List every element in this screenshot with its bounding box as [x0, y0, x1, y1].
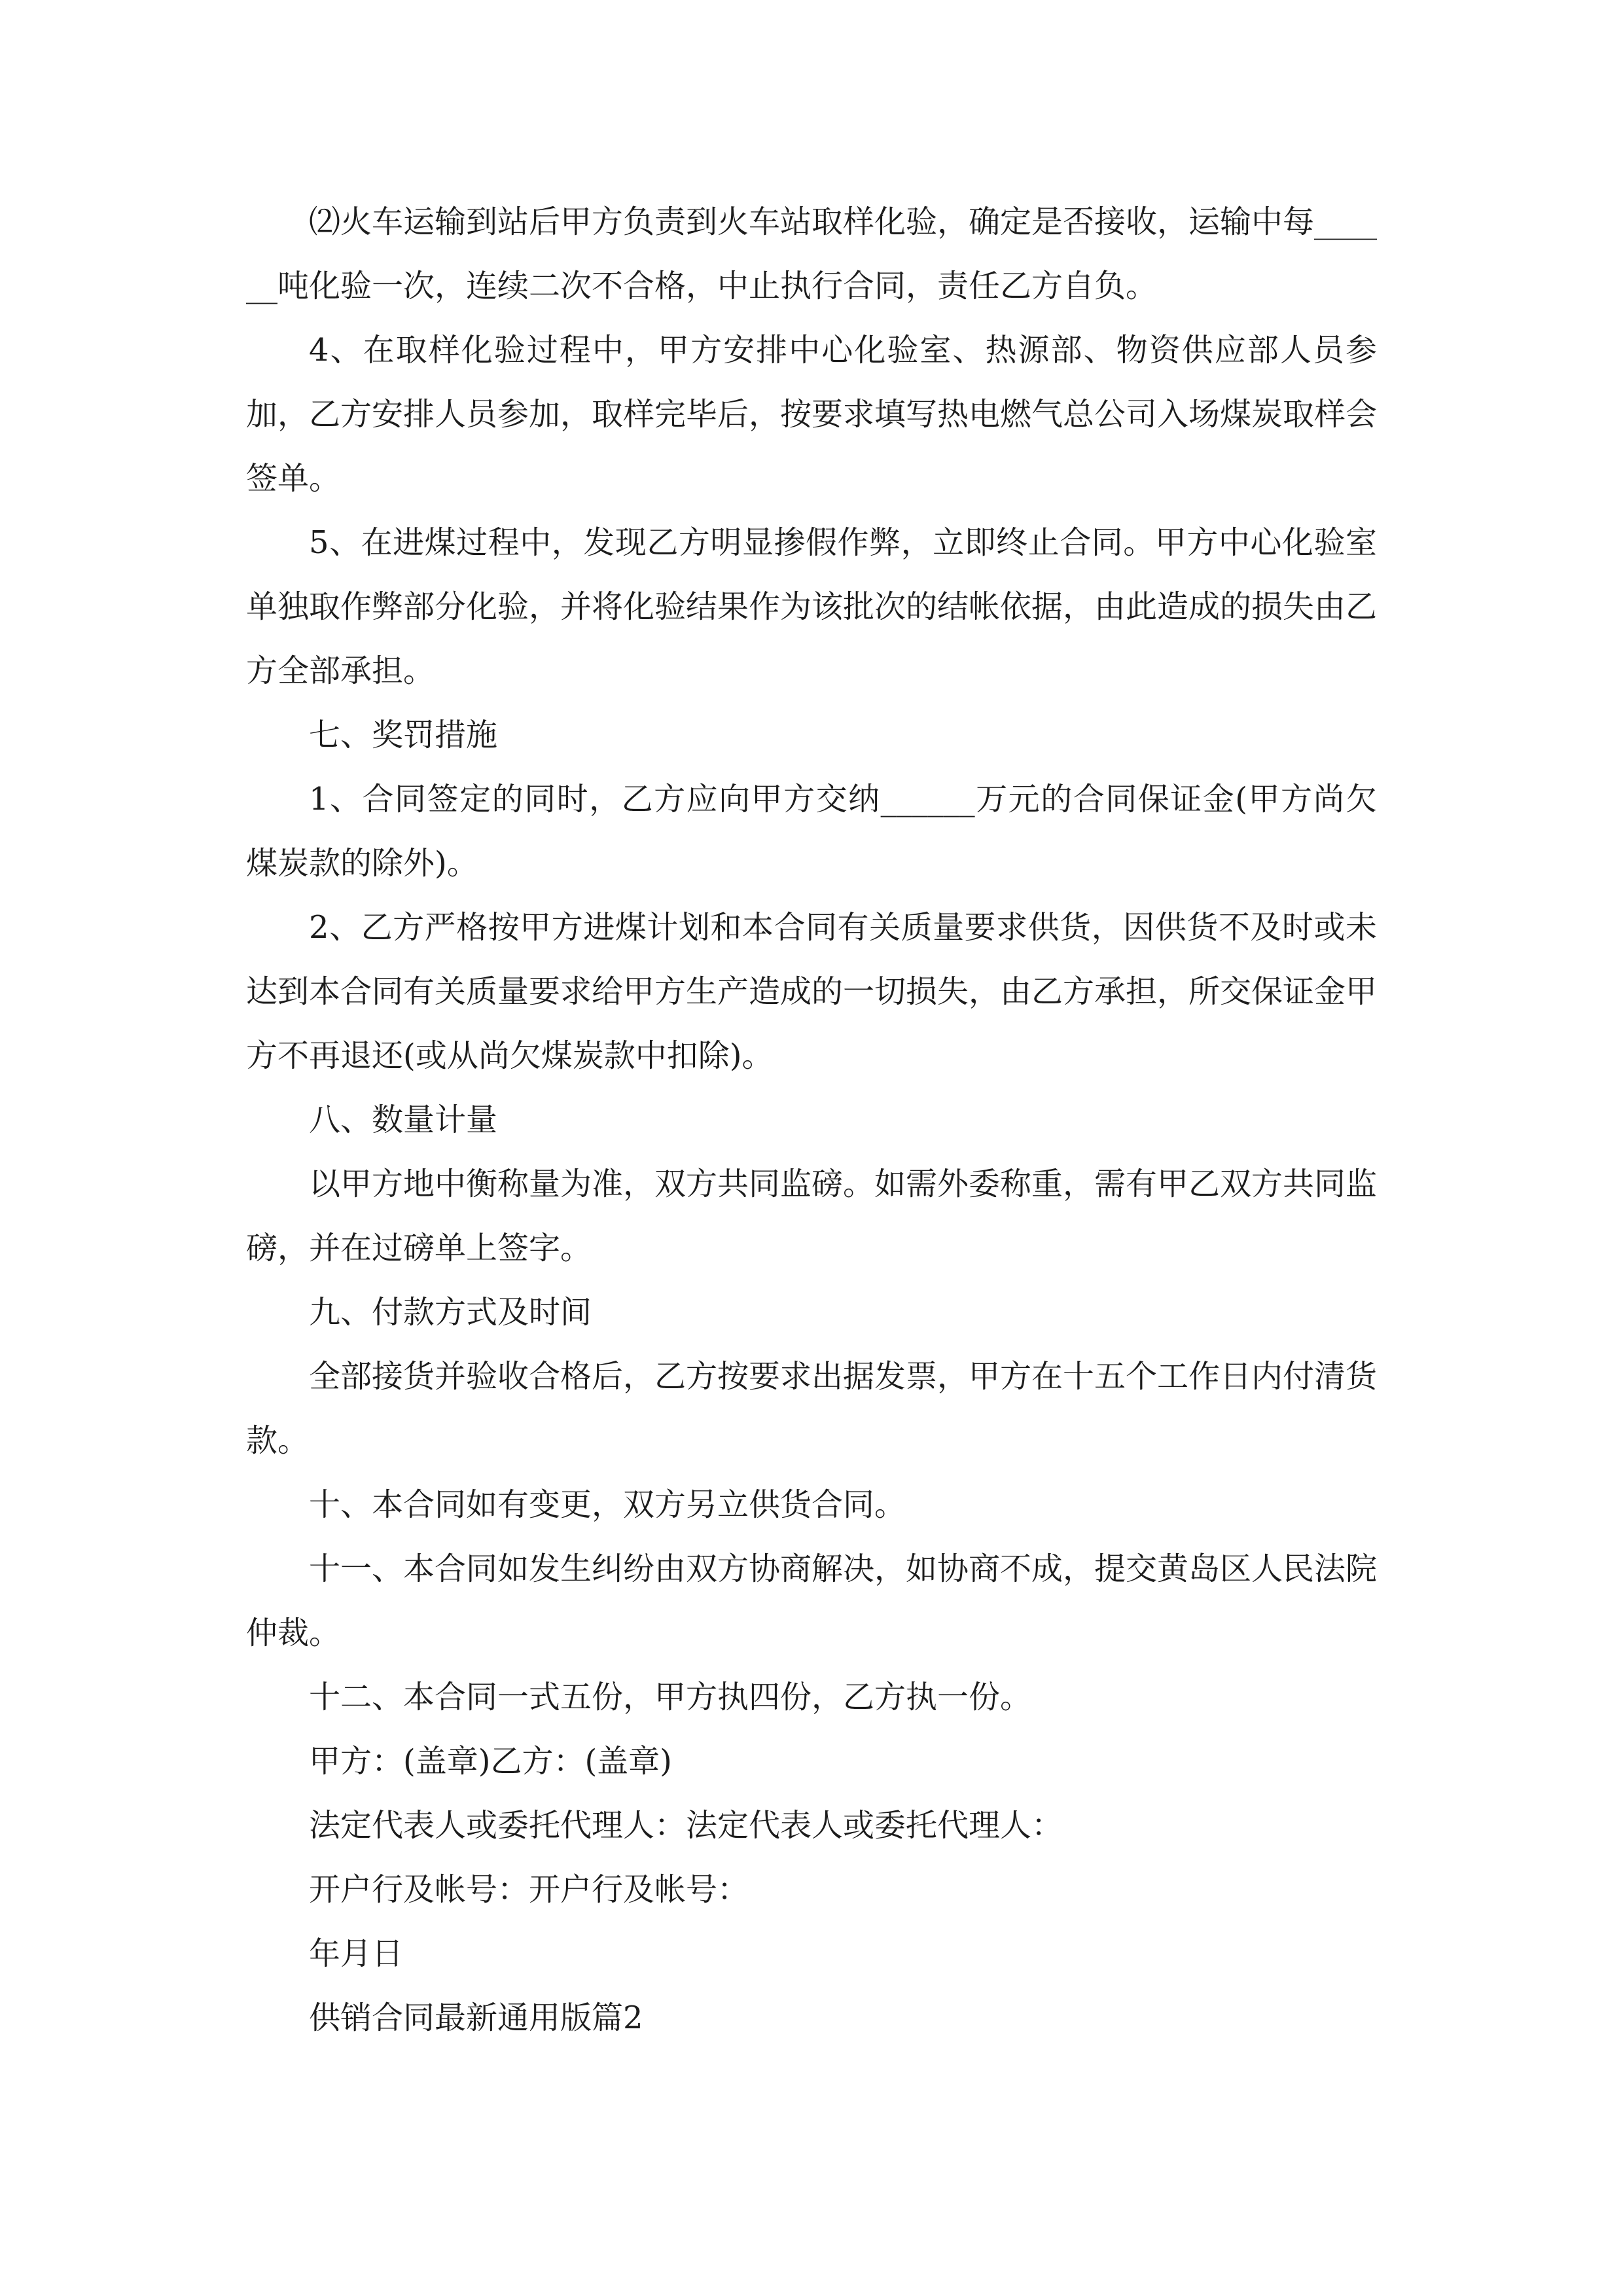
- section-heading-rewards-penalties: 七、奖罚措施: [309, 717, 498, 753]
- signature-date: 年月日: [309, 1935, 404, 1972]
- paragraph-deposit: 1、合同签定的同时，乙方应向甲方交纳______万元的合同保证金(甲方尚欠煤炭款的除外)。: [246, 781, 1377, 882]
- paragraph-fraud-termination: 5、在进煤过程中，发现乙方明显掺假作弊，立即终止合同。甲方中心化验室单独取作弊部分化验，并将化验结果作为该批次的结帐依据，由此造成的损失由乙方全部承担。: [246, 524, 1378, 689]
- paragraph-disputes: 十一、本合同如发生纠纷由双方协商解决，如协商不成，提交黄岛区人民法院仲裁。: [246, 1551, 1378, 1651]
- paragraph-weighing: 以甲方地中衡称量为准，双方共同监磅。如需外委称重，需有甲乙双方共同监磅，并在过磅单上签字。: [246, 1166, 1378, 1266]
- section-heading-quantity: 八、数量计量: [309, 1102, 498, 1138]
- paragraph-contract-changes: 十、本合同如有变更，双方另立供货合同。: [309, 1486, 906, 1523]
- paragraph-rail-sampling: ⑵火车运输到站后甲方负责到火车站取样化验，确定是否接收，运输中每______吨化验一次，连续二次不合格，中止执行合同，责任乙方自负。: [246, 204, 1378, 304]
- paragraph-copies: 十二、本合同一式五份，甲方执四份，乙方执一份。: [309, 1679, 1032, 1715]
- signature-representatives: 法定代表人或委托代理人：法定代表人或委托代理人：: [309, 1807, 1063, 1844]
- document-body: [246, 190, 1377, 2050]
- section-heading-payment: 九、付款方式及时间: [309, 1294, 592, 1331]
- paragraph-supply-quality: 2、乙方严格按甲方进煤计划和本合同有关质量要求供货，因供货不及时或未达到本合同有关质量要求给甲方生产造成的一切损失，由乙方承担，所交保证金甲方不再退还(或从尚欠煤炭款中扣除)。: [246, 909, 1378, 1074]
- next-section-title: 供销合同最新通用版篇2: [309, 2000, 643, 2036]
- paragraph-sampling-process: 4、在取样化验过程中，甲方安排中心化验室、热源部、物资供应部人员参加，乙方安排人员参加，取样完毕后，按要求填写热电燃气总公司入场煤炭取样会签单。: [246, 332, 1378, 497]
- signature-bank-accounts: 开户行及帐号：开户行及帐号：: [309, 1871, 749, 1908]
- paragraph-payment-terms: 全部接货并验收合格后，乙方按要求出据发票，甲方在十五个工作日内付清货款。: [246, 1358, 1378, 1459]
- signature-parties-seal: 甲方：(盖章)乙方：(盖章): [309, 1743, 672, 1780]
